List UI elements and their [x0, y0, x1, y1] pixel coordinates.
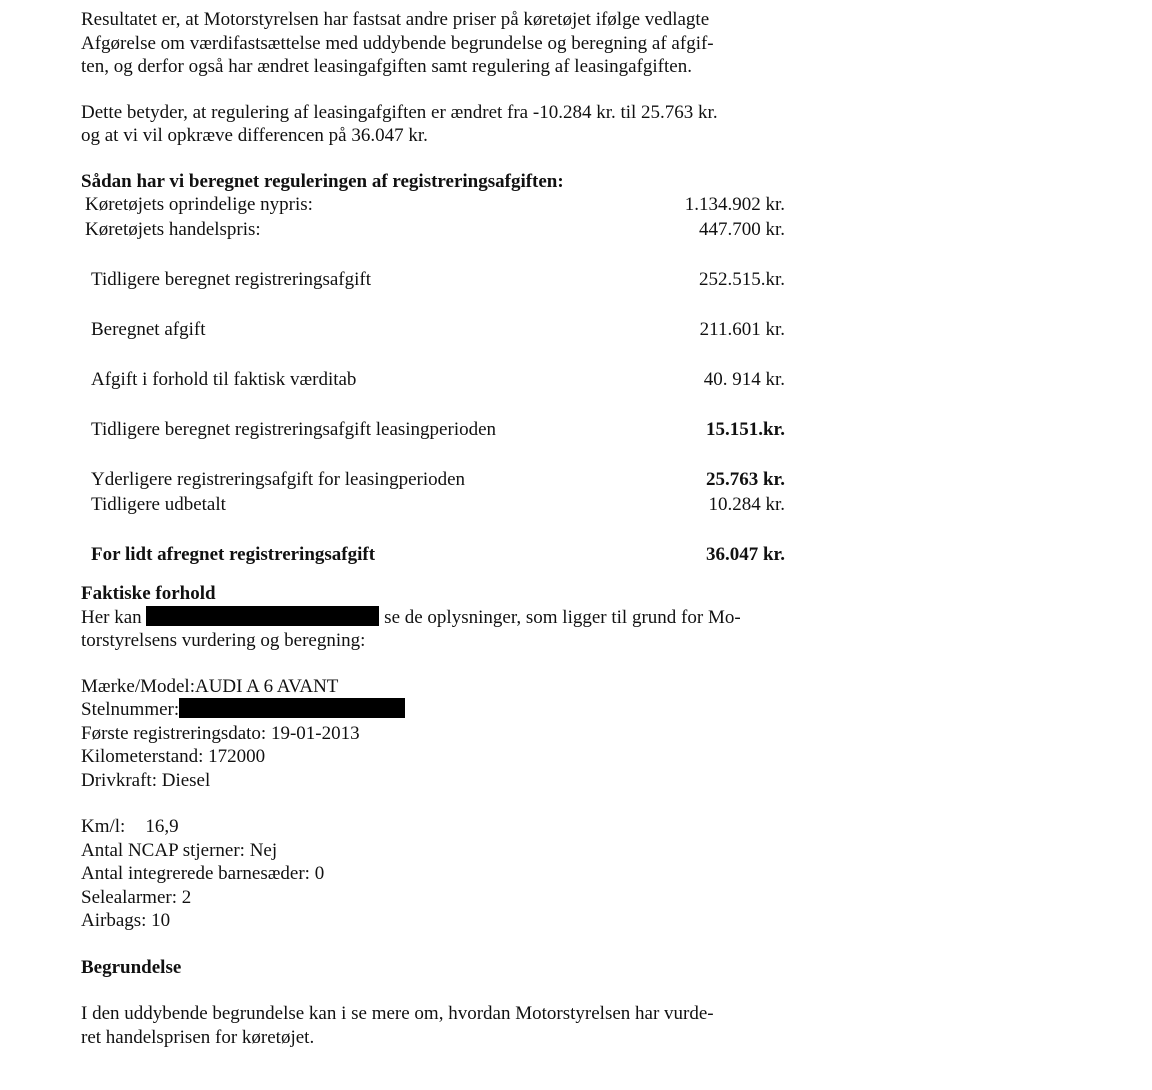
- table-row: [85, 218, 785, 243]
- row-value: 447.700 kr.: [698, 219, 785, 240]
- intro-line-3: ten, og derfor også har ændret leasingafgiften samt regulering af leasingafgiften.: [81, 56, 692, 77]
- kml-value: 16,9: [145, 816, 179, 837]
- row-value: 15.151.kr.: [705, 419, 785, 440]
- summary-line-1: Dette betyder, at regulering af leasingafgiften er ændret fra -10.284 kr. til 25.763 kr.: [81, 101, 718, 123]
- seatbelt-alarms: Selealarmer: 2: [81, 886, 192, 908]
- row-value: 252.515.kr.: [698, 269, 785, 290]
- airbags: Airbags: 10: [81, 910, 171, 931]
- justification-line-2: ret handelsprisen for køretøjet.: [81, 1026, 315, 1048]
- facts-line-2: torstyrelsens vurdering og beregning:: [81, 630, 366, 651]
- vin-line: [81, 698, 801, 722]
- row-value: 211.601 kr.: [699, 319, 785, 340]
- kml-line: [81, 815, 801, 839]
- vin-label: Stelnummer:: [81, 699, 180, 720]
- facts-heading: Faktiske forhold: [81, 583, 216, 604]
- intro-line-1: Resultatet er, at Motorstyrelsen har fastsat andre priser på køretøjet ifølge vedlagte: [81, 9, 710, 30]
- justification-heading: Begrundelse: [81, 956, 182, 978]
- row-value: 10.284 kr.: [708, 494, 785, 515]
- mileage: Kilometerstand: 172000: [81, 746, 266, 767]
- row-label: Tidligere beregnet registreringsafgift leasingperioden: [91, 419, 497, 440]
- table-row: [85, 368, 785, 393]
- table-row-total: [85, 543, 785, 568]
- row-label: For lidt afregnet registreringsafgift: [91, 544, 376, 565]
- make-model: Mærke/Model:AUDI A 6 AVANT: [81, 675, 339, 697]
- row-label: Afgift i forhold til faktisk værditab: [91, 369, 357, 390]
- row-label: Tidligere beregnet registreringsafgift: [91, 269, 371, 290]
- row-label: Køretøjets handelspris:: [85, 219, 261, 240]
- facts-text-after: se de oplysninger, som ligger til grund for Mo-: [384, 606, 741, 628]
- redaction-block: [179, 698, 405, 718]
- calculation-heading: Sådan har vi beregnet reguleringen af registreringsafgiften:: [81, 170, 564, 192]
- table-row: [85, 418, 785, 443]
- justification-line-1: I den uddybende begrundelse kan i se mere om, hvordan Motorstyrelsen har vurde-: [81, 1003, 714, 1024]
- row-label: Tidligere udbetalt: [91, 494, 226, 515]
- row-label: Beregnet afgift: [91, 319, 206, 340]
- summary-line-2: og at vi vil opkræve differencen på 36.047 kr.: [81, 125, 428, 146]
- kml-label: Km/l:: [81, 816, 126, 837]
- row-value: 25.763 kr.: [705, 469, 785, 490]
- row-value: 36.047 kr.: [705, 544, 785, 565]
- facts-line-1: [81, 606, 801, 630]
- table-row: [85, 468, 785, 493]
- intro-line-2: Afgørelse om værdifastsættelse med uddybende begrundelse og beregning af afgif-: [81, 32, 714, 54]
- document-page: [81, 8, 801, 1049]
- table-row: [85, 318, 785, 343]
- row-label: Yderligere registreringsafgift for leasingperioden: [91, 469, 466, 490]
- row-label: Køretøjets oprindelige nypris:: [85, 194, 313, 215]
- table-row: [85, 268, 785, 293]
- table-row: [85, 193, 785, 218]
- first-registration: Første registreringsdato: 19-01-2013: [81, 722, 360, 744]
- calculation-table: [85, 193, 785, 568]
- ncap-stars: Antal NCAP stjerner: Nej: [81, 839, 278, 861]
- child-seats: Antal integrerede barnesæder: 0: [81, 863, 325, 884]
- table-row: [85, 493, 785, 518]
- row-value: 40. 914 kr.: [703, 369, 785, 390]
- redaction-block: [146, 606, 379, 626]
- facts-text-before: Her kan: [81, 606, 142, 628]
- row-value: 1.134.902 kr.: [684, 194, 785, 215]
- fuel-type: Drivkraft: Diesel: [81, 769, 211, 791]
